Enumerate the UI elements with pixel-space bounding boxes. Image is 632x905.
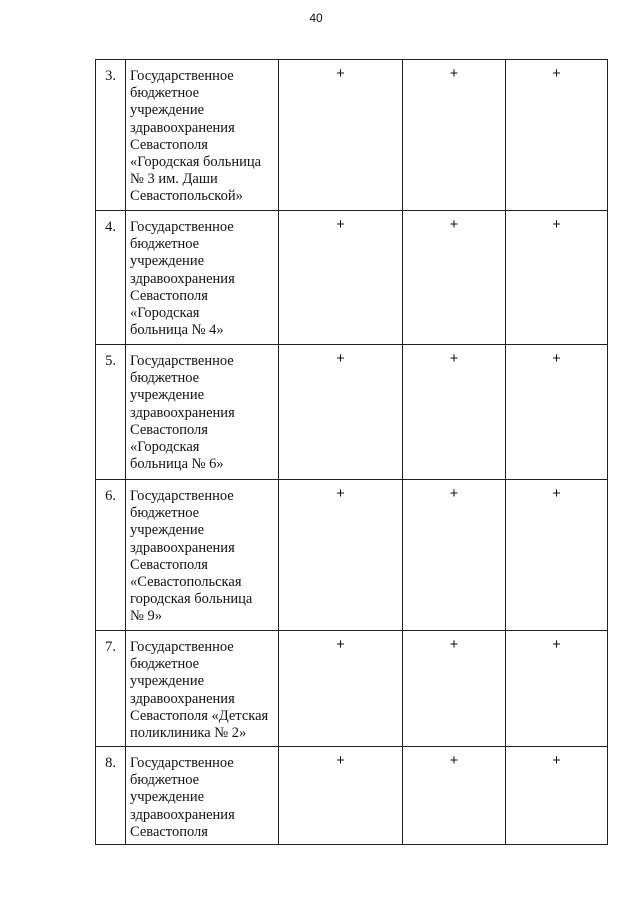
- table-row: [96, 211, 608, 345]
- row-number: 4.: [96, 211, 126, 345]
- row-number: 5.: [96, 345, 126, 480]
- table-row: [96, 480, 608, 631]
- row-number: 3.: [96, 60, 126, 211]
- institution-name: Государственное бюджетное учреждение здравоохранения Севастополя «Городская больница № 4»: [126, 211, 279, 345]
- row-number: 7.: [96, 631, 126, 747]
- plus-mark: +: [506, 60, 608, 211]
- plus-mark: +: [279, 345, 403, 480]
- plus-mark: +: [403, 480, 506, 631]
- plus-mark: +: [279, 211, 403, 345]
- page-number: 40: [309, 11, 323, 25]
- plus-mark: +: [506, 480, 608, 631]
- plus-mark: +: [279, 60, 403, 211]
- institution-name: Государственное бюджетное учреждение здравоохранения Севастополя «Севастопольская городская больница № 9»: [126, 480, 279, 631]
- plus-mark: +: [506, 747, 608, 845]
- plus-mark: +: [403, 211, 506, 345]
- plus-mark: +: [506, 345, 608, 480]
- institution-name: Государственное бюджетное учреждение здравоохранения Севастополя: [126, 747, 279, 845]
- institution-name: Государственное бюджетное учреждение здравоохранения Севастополя «Детская поликлиника № 2»: [126, 631, 279, 747]
- table-row: [96, 631, 608, 747]
- table-row: [96, 345, 608, 480]
- plus-mark: +: [279, 631, 403, 747]
- plus-mark: +: [403, 345, 506, 480]
- plus-mark: +: [506, 211, 608, 345]
- plus-mark: +: [403, 60, 506, 211]
- plus-mark: +: [279, 747, 403, 845]
- row-number: 8.: [96, 747, 126, 845]
- institution-name: Государственное бюджетное учреждение здравоохранения Севастополя «Городская больница № 3 им. Даши Севастопольской»: [126, 60, 279, 211]
- plus-mark: +: [403, 631, 506, 747]
- plus-mark: +: [403, 747, 506, 845]
- row-number: 6.: [96, 480, 126, 631]
- table-row: [96, 60, 608, 211]
- table-row: [96, 747, 608, 845]
- plus-mark: +: [506, 631, 608, 747]
- institutions-table: [95, 59, 608, 845]
- institution-name: Государственное бюджетное учреждение здравоохранения Севастополя «Городская больница № 6»: [126, 345, 279, 480]
- plus-mark: +: [279, 480, 403, 631]
